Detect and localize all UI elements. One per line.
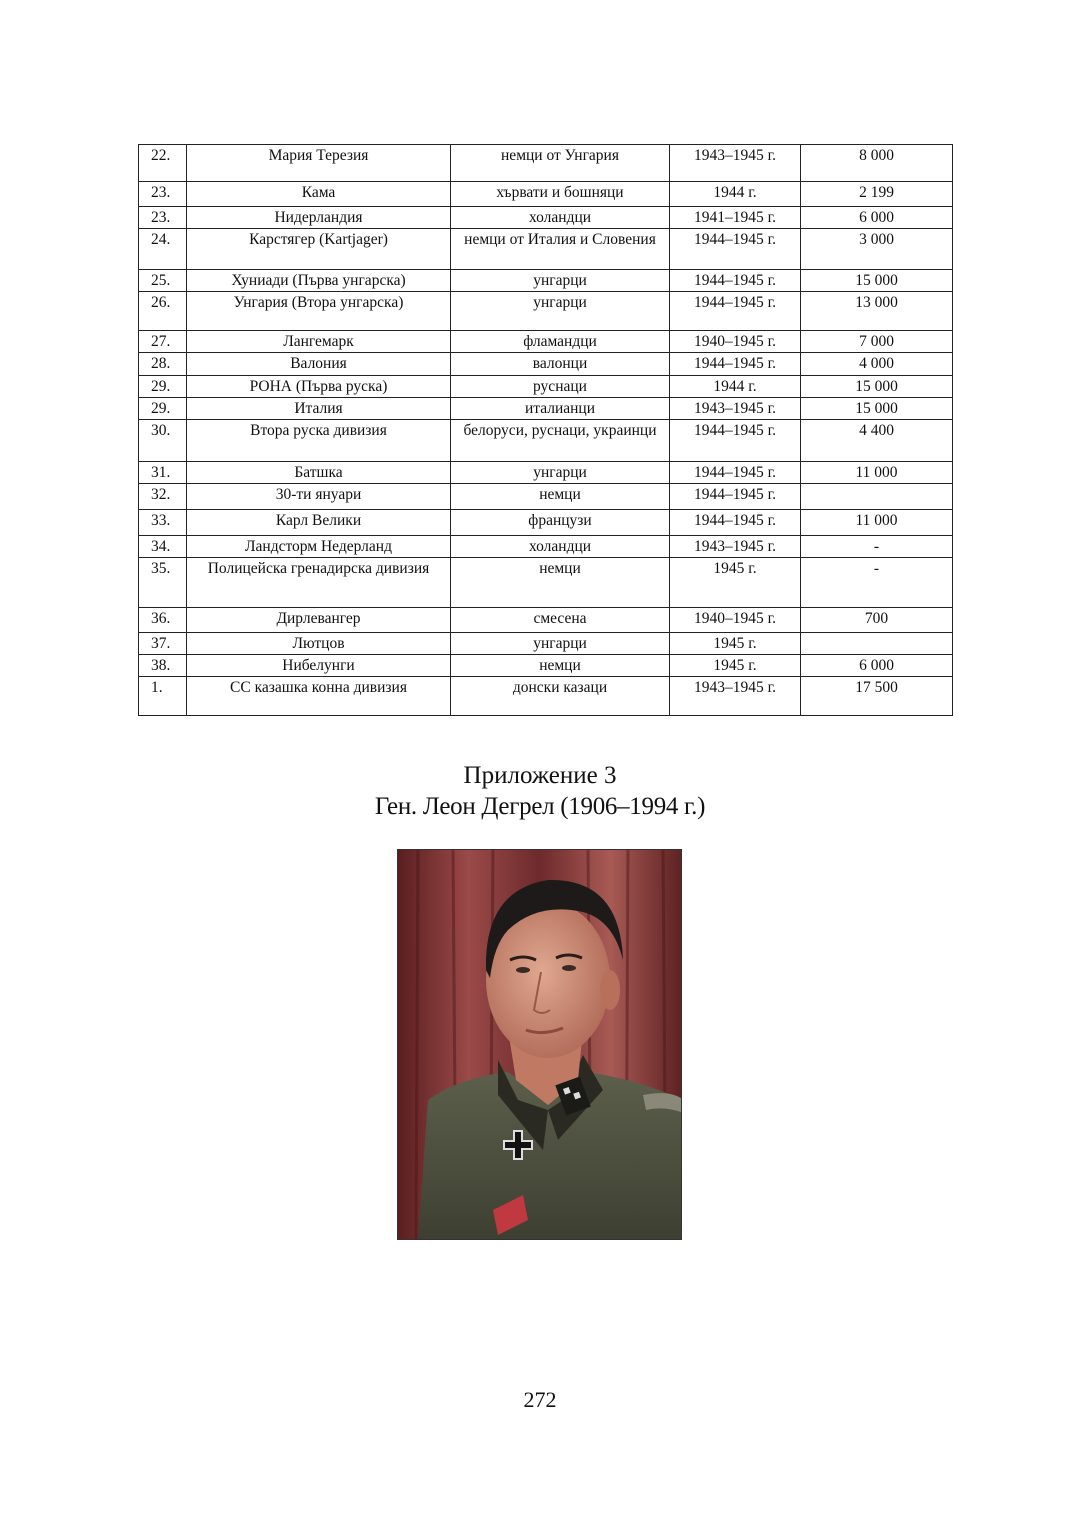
row-number-cell: 36. xyxy=(139,608,187,633)
row-number-cell: 31. xyxy=(139,461,187,483)
divisions-table xyxy=(138,144,953,716)
table-row xyxy=(139,182,953,207)
division-name-cell: Нибелунги xyxy=(187,655,451,677)
row-number-cell: 1. xyxy=(139,677,187,716)
nationality-cell: унгарци xyxy=(451,270,670,292)
row-number-cell: 29. xyxy=(139,397,187,419)
period-cell: 1945 г. xyxy=(670,655,801,677)
strength-cell: - xyxy=(801,535,953,557)
division-name-cell: Валония xyxy=(187,353,451,375)
strength-cell: 7 000 xyxy=(801,331,953,353)
table-row xyxy=(139,509,953,535)
nationality-cell: унгарци xyxy=(451,633,670,655)
period-cell: 1943–1945 г. xyxy=(670,145,801,182)
division-name-cell: Дирлевангер xyxy=(187,608,451,633)
strength-cell xyxy=(801,483,953,509)
table-row xyxy=(139,483,953,509)
period-cell: 1941–1945 г. xyxy=(670,207,801,229)
strength-cell: 15 000 xyxy=(801,270,953,292)
division-name-cell: Лангемарк xyxy=(187,331,451,353)
nationality-cell: немци от Италия и Словения xyxy=(451,229,670,270)
nationality-cell: хървати и бошняци xyxy=(451,182,670,207)
nationality-cell: унгарци xyxy=(451,461,670,483)
portrait-photo xyxy=(397,849,682,1240)
strength-cell: 8 000 xyxy=(801,145,953,182)
period-cell: 1944–1945 г. xyxy=(670,270,801,292)
strength-cell: 700 xyxy=(801,608,953,633)
row-number-cell: 28. xyxy=(139,353,187,375)
strength-cell: 2 199 xyxy=(801,182,953,207)
period-cell: 1944–1945 г. xyxy=(670,509,801,535)
period-cell: 1945 г. xyxy=(670,633,801,655)
division-name-cell: Батшка xyxy=(187,461,451,483)
division-name-cell: Ландсторм Недерланд xyxy=(187,535,451,557)
division-name-cell: 30-ти януари xyxy=(187,483,451,509)
appendix-subtitle: Ген. Леон Дегрел (1906–1994 г.) xyxy=(374,793,706,820)
nationality-cell: французи xyxy=(451,509,670,535)
table-row xyxy=(139,229,953,270)
row-number-cell: 25. xyxy=(139,270,187,292)
table-row xyxy=(139,677,953,716)
nationality-cell: руснаци xyxy=(451,375,670,397)
table-row xyxy=(139,608,953,633)
strength-cell: 11 000 xyxy=(801,461,953,483)
row-number-cell: 34. xyxy=(139,535,187,557)
table-row xyxy=(139,461,953,483)
division-name-cell: Полицейска гренадирска дивизия xyxy=(187,558,451,608)
strength-cell: 3 000 xyxy=(801,229,953,270)
division-name-cell: РОНА (Първа руска) xyxy=(187,375,451,397)
division-name-cell: Карл Велики xyxy=(187,509,451,535)
nationality-cell: унгарци xyxy=(451,292,670,331)
division-name-cell: Втора руска дивизия xyxy=(187,419,451,461)
period-cell: 1944 г. xyxy=(670,375,801,397)
nationality-cell: холандци xyxy=(451,207,670,229)
table-row xyxy=(139,655,953,677)
division-name-cell: Кама xyxy=(187,182,451,207)
division-name-cell: Карстягер (Kartjager) xyxy=(187,229,451,270)
period-cell: 1944–1945 г. xyxy=(670,353,801,375)
nationality-cell: немци от Унгария xyxy=(451,145,670,182)
nationality-cell: валонци xyxy=(451,353,670,375)
period-cell: 1943–1945 г. xyxy=(670,535,801,557)
row-number-cell: 37. xyxy=(139,633,187,655)
nationality-cell: италианци xyxy=(451,397,670,419)
nationality-cell: белоруси, руснаци, украинци xyxy=(451,419,670,461)
nationality-cell: фламандци xyxy=(451,331,670,353)
table-row xyxy=(139,375,953,397)
period-cell: 1944 г. xyxy=(670,182,801,207)
division-name-cell: Унгария (Втора унгарска) xyxy=(187,292,451,331)
table-row xyxy=(139,397,953,419)
row-number-cell: 23. xyxy=(139,182,187,207)
division-name-cell: Хуниади (Първа унгарска) xyxy=(187,270,451,292)
table-row xyxy=(139,535,953,557)
row-number-cell: 29. xyxy=(139,375,187,397)
row-number-cell: 30. xyxy=(139,419,187,461)
period-cell: 1944–1945 г. xyxy=(670,461,801,483)
period-cell: 1944–1945 г. xyxy=(670,419,801,461)
row-number-cell: 26. xyxy=(139,292,187,331)
row-number-cell: 32. xyxy=(139,483,187,509)
nationality-cell: немци xyxy=(451,558,670,608)
strength-cell: 6 000 xyxy=(801,655,953,677)
nationality-cell: смесена xyxy=(451,608,670,633)
row-number-cell: 35. xyxy=(139,558,187,608)
table-row xyxy=(139,145,953,182)
row-number-cell: 27. xyxy=(139,331,187,353)
table-row xyxy=(139,270,953,292)
division-name-cell: Лютцов xyxy=(187,633,451,655)
strength-cell xyxy=(801,633,953,655)
period-cell: 1943–1945 г. xyxy=(670,677,801,716)
division-name-cell: Мария Терезия xyxy=(187,145,451,182)
table-row xyxy=(139,207,953,229)
strength-cell: - xyxy=(801,558,953,608)
strength-cell: 13 000 xyxy=(801,292,953,331)
nationality-cell: холандци xyxy=(451,535,670,557)
table-row xyxy=(139,633,953,655)
row-number-cell: 38. xyxy=(139,655,187,677)
table-row xyxy=(139,331,953,353)
strength-cell: 11 000 xyxy=(801,509,953,535)
nationality-cell: немци xyxy=(451,483,670,509)
period-cell: 1944–1945 г. xyxy=(670,229,801,270)
page-number: 272 xyxy=(523,1387,557,1412)
nationality-cell: донски казаци xyxy=(451,677,670,716)
strength-cell: 6 000 xyxy=(801,207,953,229)
strength-cell: 15 000 xyxy=(801,375,953,397)
table-row xyxy=(139,292,953,331)
period-cell: 1944–1945 г. xyxy=(670,292,801,331)
row-number-cell: 24. xyxy=(139,229,187,270)
period-cell: 1944–1945 г. xyxy=(670,483,801,509)
division-name-cell: Италия xyxy=(187,397,451,419)
period-cell: 1940–1945 г. xyxy=(670,331,801,353)
strength-cell: 15 000 xyxy=(801,397,953,419)
appendix-title: Приложение 3 xyxy=(463,762,617,789)
period-cell: 1945 г. xyxy=(670,558,801,608)
period-cell: 1940–1945 г. xyxy=(670,608,801,633)
period-cell: 1943–1945 г. xyxy=(670,397,801,419)
strength-cell: 4 400 xyxy=(801,419,953,461)
row-number-cell: 23. xyxy=(139,207,187,229)
division-name-cell: Нидерландия xyxy=(187,207,451,229)
strength-cell: 17 500 xyxy=(801,677,953,716)
nationality-cell: немци xyxy=(451,655,670,677)
table-row xyxy=(139,558,953,608)
row-number-cell: 22. xyxy=(139,145,187,182)
strength-cell: 4 000 xyxy=(801,353,953,375)
division-name-cell: СС казашка конна дивизия xyxy=(187,677,451,716)
table-row xyxy=(139,419,953,461)
row-number-cell: 33. xyxy=(139,509,187,535)
table-row xyxy=(139,353,953,375)
